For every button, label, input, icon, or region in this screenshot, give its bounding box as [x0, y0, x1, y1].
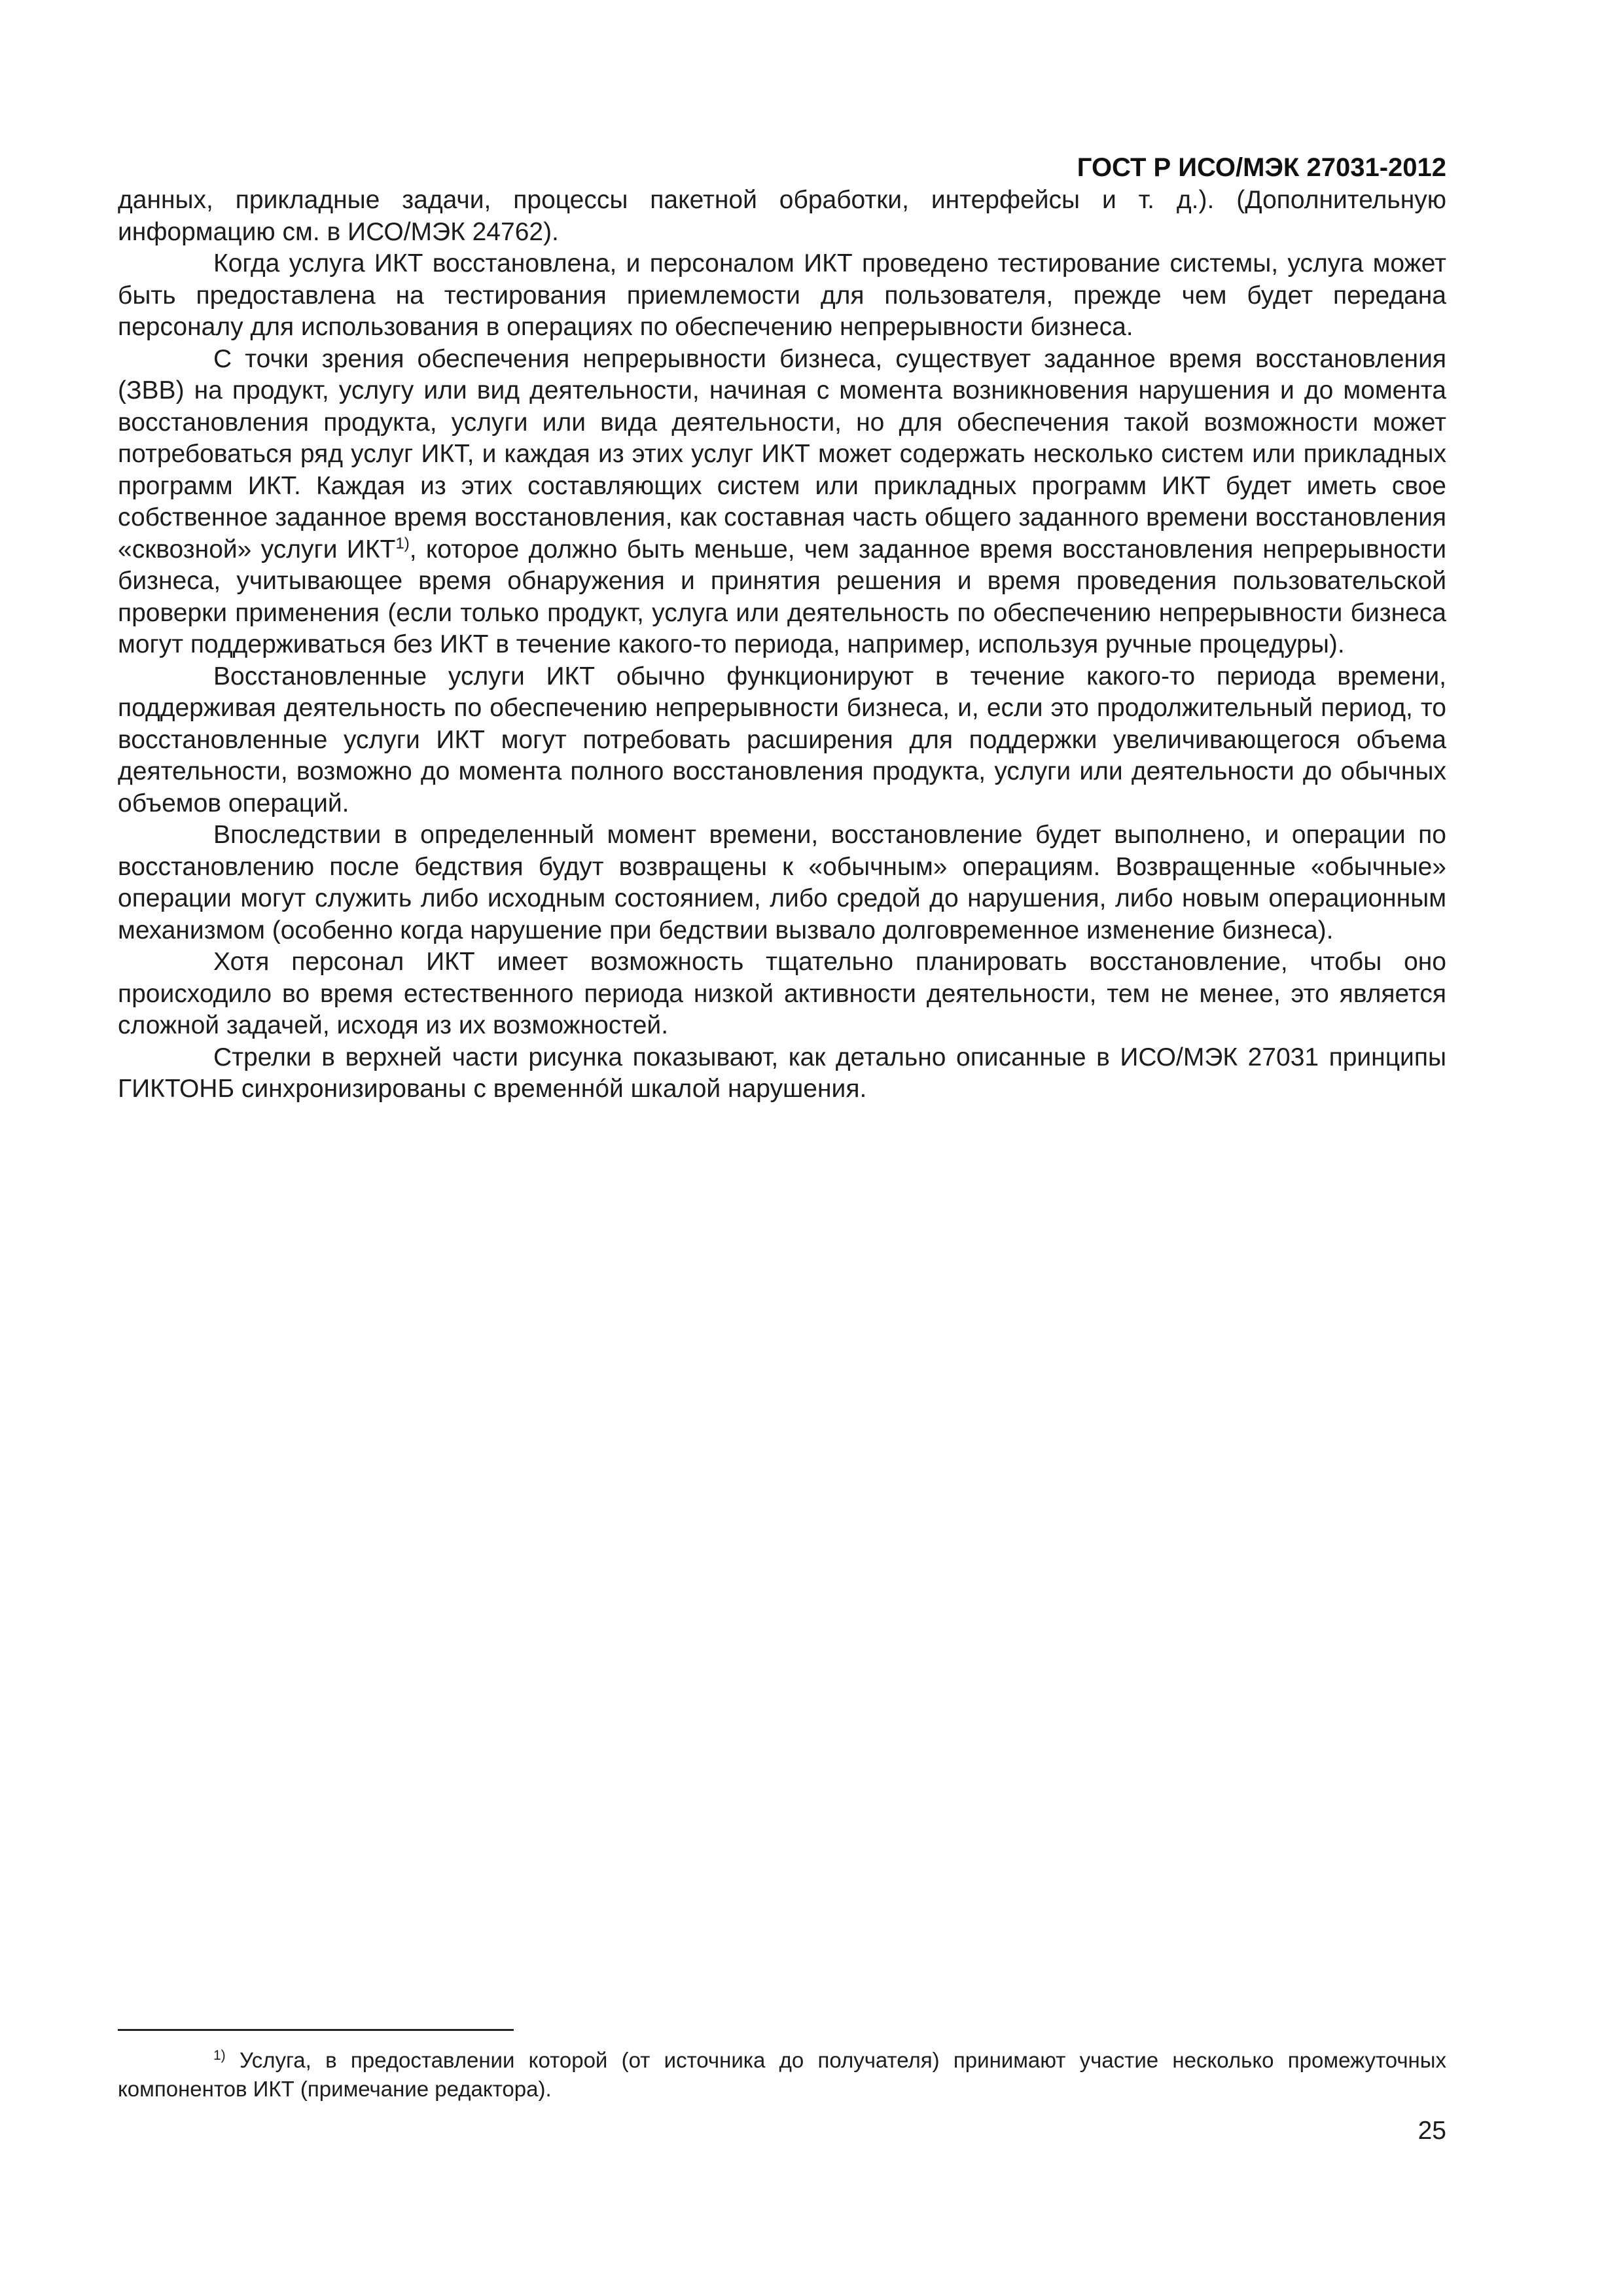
document-header-title: ГОСТ Р ИСО/МЭК 27031-2012: [1077, 153, 1446, 182]
paragraph-recovery-time-objective: [118, 344, 1446, 661]
footnote-separator: [118, 2029, 514, 2031]
paragraph-figure-arrows: Стрелки в верхней части рисунка показывают, как детально описанные в ИСО/МЭК 27031 принципы ГИКТОНБ синхронизированы с временнóй шкалой нарушения.: [118, 1043, 1446, 1103]
footnote-text: [118, 2046, 1446, 2104]
paragraph-text-part: , которое должно быть меньше, чем заданное время восстановления непрерывности бизнеса, учитывающее время обнаружения и принятия решения и время проведения пользовательской проверки применения (если только продукт, услуга или деятельность по обеспечению непрерывности бизнеса могут поддерживаться без ИКТ в течение какого-то периода, например, используя ручные процедуры).: [118, 535, 1446, 658]
footnote: [118, 2046, 1446, 2104]
paragraph-service-restored: Когда услуга ИКТ восстановлена, и персоналом ИКТ проведено тестирование системы, услуга может быть предоставлена на тестирования приемлемости для пользователя, прежде чем будет передана персоналу для использования в операциях по обеспечению непрерывности бизнеса.: [118, 249, 1446, 341]
footnote-mark: 1): [213, 2048, 226, 2063]
paragraph-restored-services: Восстановленные услуги ИКТ обычно функционируют в течение какого-то периода времени, поддерживая деятельность по обеспечению непрерывности бизнеса, и, если это продолжительный период, то восстановленные услуги ИКТ могут потребовать расширения для поддержки увеличивающегося объема деятельности, возможно до момента полного восстановления продукта, услуги или деятельности до обычных объемов операций.: [118, 662, 1446, 817]
footnote-reference[interactable]: 1): [395, 534, 410, 552]
paragraph-continuation: данных, прикладные задачи, процессы пакетной обработки, интерфейсы и т. д.). (Дополнительную информацию см. в ИСО/МЭК 24762).: [118, 186, 1446, 246]
footnote-body: Услуга, в предоставлении которой (от источника до получателя) принимают участие несколько промежуточных компонентов ИКТ (примечание редактора).: [118, 2048, 1446, 2101]
page-number: 25: [1418, 2117, 1446, 2145]
paragraph-return-to-normal: Впоследствии в определенный момент времени, восстановление будет выполнено, и операции по восстановлению после бедствия будут возвращены к «обычным» операциям. Возвращенные «обычные» операции могут служить либо исходным состоянием, либо средой до нарушения, либо новым операционным механизмом (особенно когда нарушение при бедствии вызвало долговременное изменение бизнеса).: [118, 821, 1446, 944]
paragraph-planning-restoration: Хотя персонал ИКТ имеет возможность тщательно планировать восстановление, чтобы оно происходило во время естественного периода низкой активности деятельности, тем не менее, это является сложной задачей, исходя из их возможностей.: [118, 948, 1446, 1039]
document-body: [118, 185, 1446, 1105]
paragraph-text-part: С точки зрения обеспечения непрерывности бизнеса, существует заданное время восстановления (ЗВВ) на продукт, услугу или вид деятельности, начиная с момента возникновения нарушения и до момента восстановления продукта, услуги или вида деятельности, но для обеспечения такой возможности может потребоваться ряд услуг ИКТ, и каждая из этих услуг ИКТ может содержать несколько систем или прикладных программ ИКТ. Каждая из этих составляющих систем или прикладных программ ИКТ будет иметь свое собственное заданное время восстановления, как составная часть общего заданного времени восстановления «сквозной» услуги ИКТ: [118, 344, 1446, 564]
